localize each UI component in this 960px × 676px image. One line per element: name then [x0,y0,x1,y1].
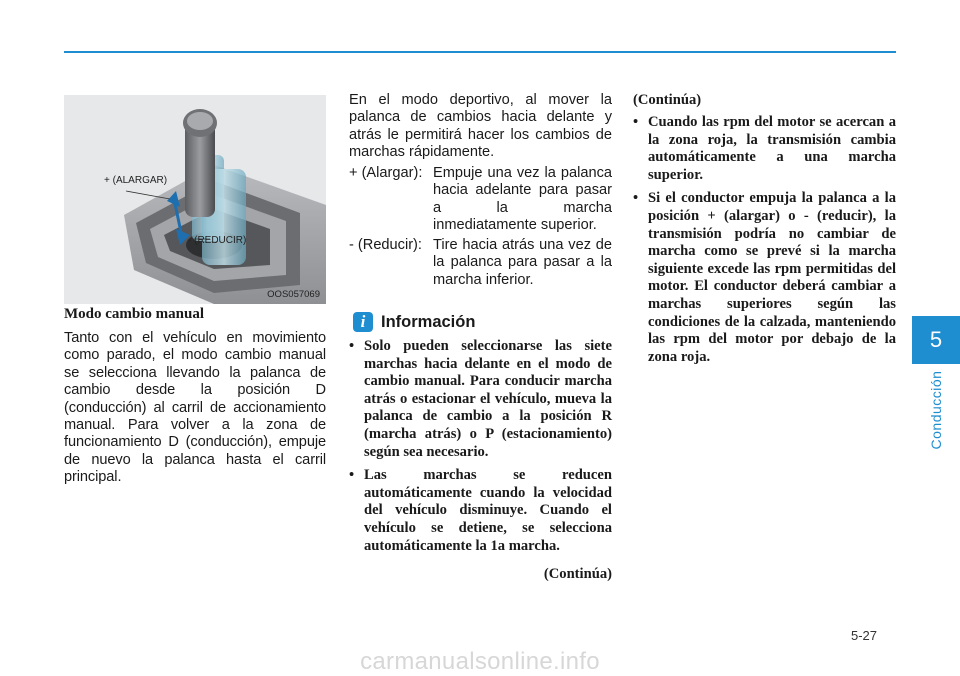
figure-code: OOS057069 [267,289,320,300]
definition-desc: Empuje una vez la palanca hacia adelante para pasar a la marcha inmediatamente superior. [433,165,612,234]
page-number: 5-27 [851,628,878,643]
definition-term: - (Reducir): [349,237,422,253]
gear-shift-illustration [64,95,326,304]
col3-bullet-list [633,114,896,372]
figure-label-up: + (ALARGAR) [104,175,168,186]
gear-shift-figure [64,95,326,304]
definition-downshift [349,237,612,289]
header-rule [64,51,896,53]
info-bullet-list [349,338,612,561]
watermark: carmanualsonline.info [360,648,600,675]
continued-note: (Continúa) [543,566,612,582]
list-item: • Solo pueden seleccionarse las siete marchas hacia delante en el modo de cambio manual. Para conducir marcha atrás o estacionar el vehículo, mueva la palanca de cambio a la posición R (marcha atrás) o P (estacionamiento) según sea necesario. [349,338,612,461]
definition-term: + (Alargar): [349,165,423,181]
list-item: • Cuando las rpm del motor se acercan a la zona roja, la transmisión cambia automáticamente a una marcha superior. [633,114,896,184]
info-icon: i [353,312,373,332]
continued-heading: (Continúa) [633,92,702,108]
list-item: • Si el conductor empuja la palanca a la posición + (alargar) o - (reducir), la transmisión podría no cambiar de marcha como se prevé si la marcha siguiente excede las rpm permitidas del motor. El conductor deberá cambiar a marchas superiores según las condiciones de la calzada, manteniendo las rpm del motor por debajo de la zona roja. [633,190,896,366]
chapter-name: Conducción [928,370,944,450]
definition-desc: Tire hacia atrás una vez de la palanca para pasar a la marcha inferior. [433,237,612,288]
definition-upshift [349,165,612,235]
col1-paragraph: Tanto con el vehículo en movimiento como parado, el modo cambio manual se selecciona llevando la palanca de cambio desde la posición D (conducción) al carril de accionamiento manual. Para volver a la zona de funcionamiento D (conducción), empuje de nuevo la palanca hasta el carril principal. [64,330,326,486]
list-item: • Las marchas se reducen automáticamente cuando la velocidad del vehículo disminuye. Cuando el vehículo se detiene, se selecciona automáticamente la 1a marcha. [349,467,612,555]
chapter-number-tab: 5 [912,316,960,364]
info-header [353,311,475,333]
col2-intro: En el modo deportivo, al mover la palanca de cambios hacia delante y atrás le permitirá hacer los cambios de marchas rápidamente. [349,92,612,161]
figure-label-down: - (REDUCIR) [188,235,247,246]
info-title: Información [381,312,476,331]
section-heading: Modo cambio manual [64,306,205,322]
